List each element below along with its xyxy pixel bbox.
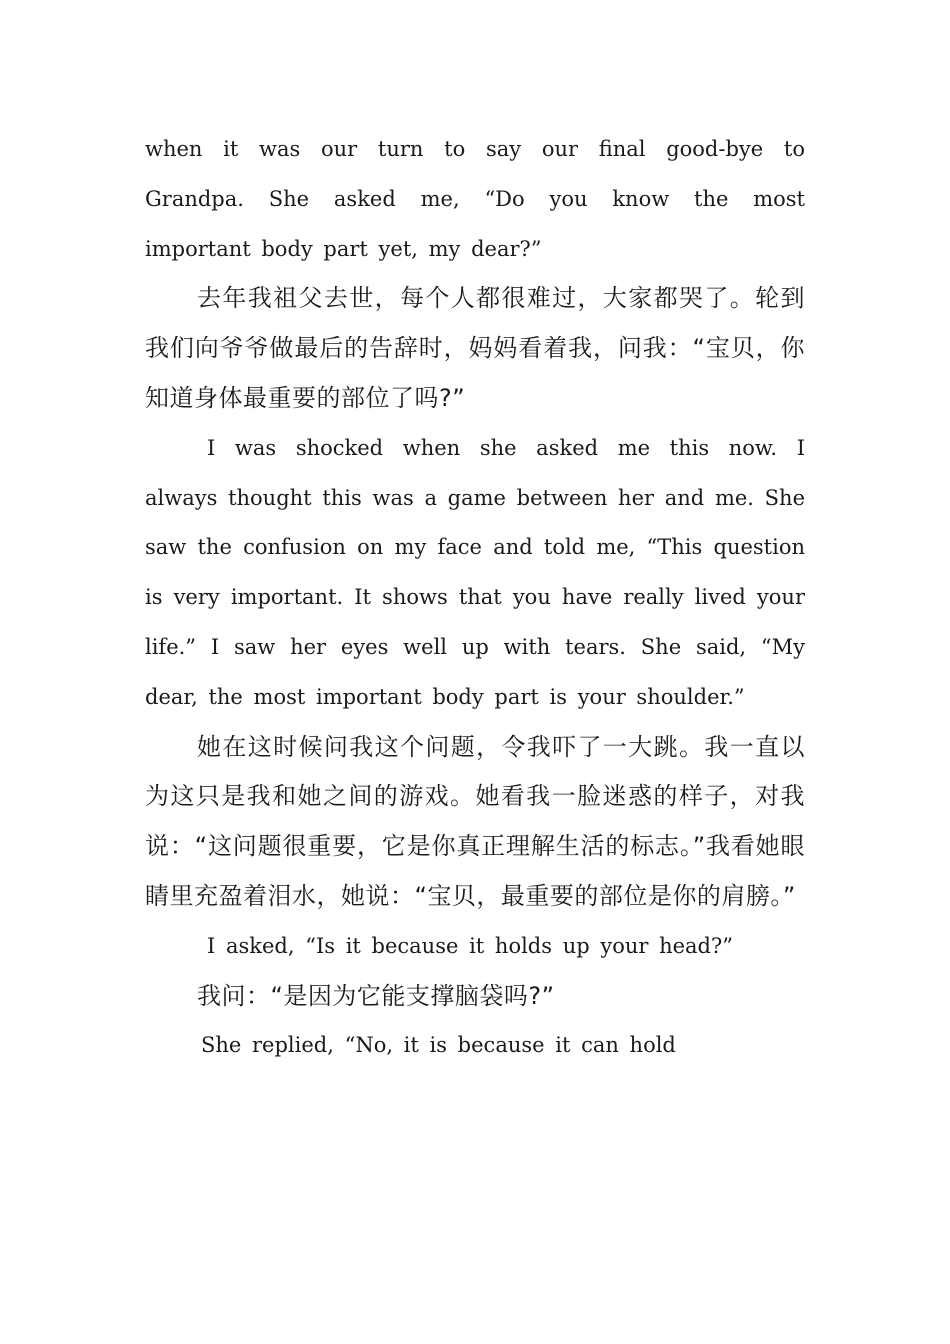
document-page bbox=[145, 125, 805, 1071]
paragraph-en-3: I asked, “Is it because it holds up your head?” bbox=[207, 933, 733, 958]
paragraph-zh-3: 我问：“是因为它能支撑脑袋吗?” bbox=[197, 981, 555, 1010]
paragraph-zh-1: 去年我祖父去世，每个人都很难过，大家都哭了。轮到我们向爷爷做最后的告辞时，妈妈看着我，问我：“宝贝，你知道身体最重要的部位了吗?” bbox=[145, 284, 805, 412]
paragraph-en-1: when it was our turn to say our final good-bye to Grandpa. She asked me, “Do you know the most important body part yet, my dear?” bbox=[145, 137, 805, 261]
paragraph-en-2: I was shocked when she asked me this now. I always thought this was a game between her and me. She saw the confusion on my face and told me, “This question is very important. It shows that you have really lived your life.” I saw her eyes well up with tears. She said, “My dear, the most important body part is your shoulder.” bbox=[145, 435, 805, 709]
paragraph-en-4: She replied, “No, it is because it can hold bbox=[201, 1033, 676, 1058]
paragraph-zh-2: 她在这时候问我这个问题，令我吓了一大跳。我一直以为这只是我和她之间的游戏。她看我一脸迷惑的样子，对我说：“这问题很重要，它是你真正理解生活的标志。”我看她眼睛里充盈着泪水，她说：“宝贝，最重要的部位是你的肩膀。” bbox=[145, 732, 805, 910]
